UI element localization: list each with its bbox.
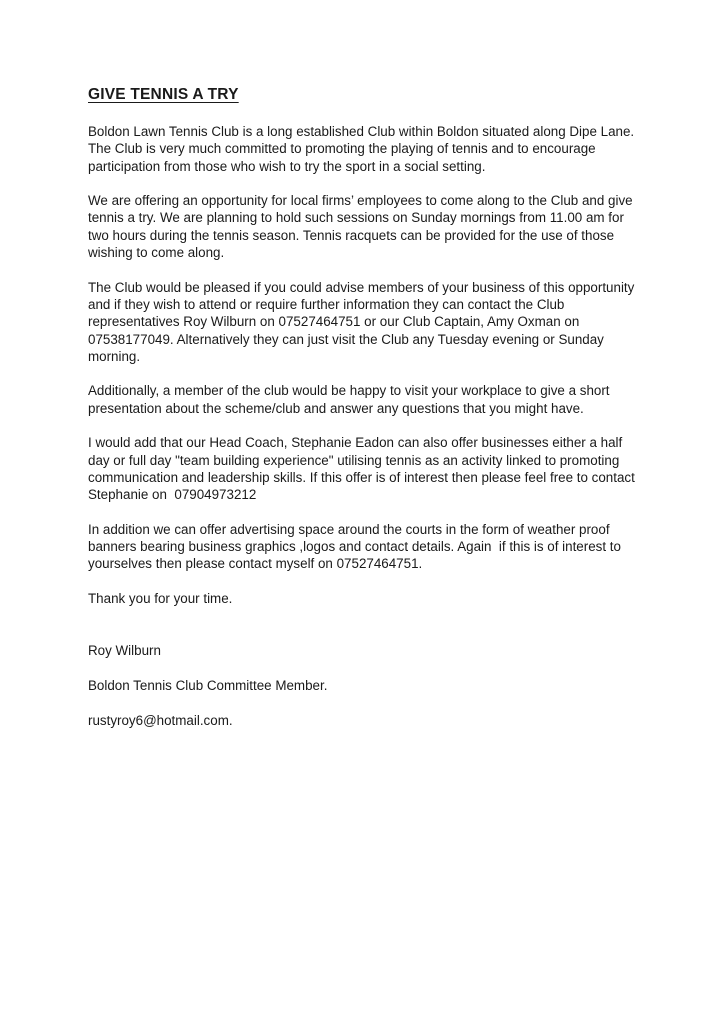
signature-role: Boldon Tennis Club Committee Member. bbox=[88, 677, 328, 693]
paragraph-advertising: In addition we can offer advertising space around the courts in the form of weather proof banners bearing business graphics ,logos and contact details. Again if this is of interest to yourselves then please contact myself on 07527464751. bbox=[88, 521, 625, 572]
paragraph-contact-details: The Club would be pleased if you could advise members of your business of this opportunity and if they wish to attend or require further information they can contact the Club representatives Roy Wilburn on 07527464751 or our Club Captain, Amy Oxman on 07538177049. Alternatively they can just visit the Club any Tuesday evening or Sunday morning. bbox=[88, 279, 639, 364]
document-title: GIVE TENNIS A TRY bbox=[88, 86, 239, 103]
signature-email: rustyroy6@hotmail.com. bbox=[88, 712, 233, 728]
paragraph-workplace-presentation: Additionally, a member of the club would be happy to visit your workplace to give a short presentation about the scheme/club and answer any questions that you might have. bbox=[88, 383, 614, 416]
paragraph-offer-sessions: We are offering an opportunity for local firms’ employees to come along to the Club and give tennis a try. We are planning to hold such sessions on Sunday mornings from 11.00 am for two hours during the tennis season. Tennis racquets can be provided for the use of those wishing to come along. bbox=[88, 193, 637, 261]
paragraph-team-building: I would add that our Head Coach, Stephanie Eadon can also offer businesses either a half day or full day "team building experience" utilising tennis as an activity linked to promoting communication and leadership skills. If this offer is of interest then please feel free to contact Stephanie on 07904973212 bbox=[88, 435, 639, 503]
signature-block bbox=[88, 642, 637, 728]
paragraph-club-intro: Boldon Lawn Tennis Club is a long established Club within Boldon situated along Dipe Lane. The Club is very much committed to promoting the playing of tennis and to encourage participation from those who wish to try the sport in a social setting. bbox=[88, 124, 638, 174]
paragraph-thanks: Thank you for your time. bbox=[88, 591, 233, 607]
signature-name: Roy Wilburn bbox=[88, 643, 161, 659]
